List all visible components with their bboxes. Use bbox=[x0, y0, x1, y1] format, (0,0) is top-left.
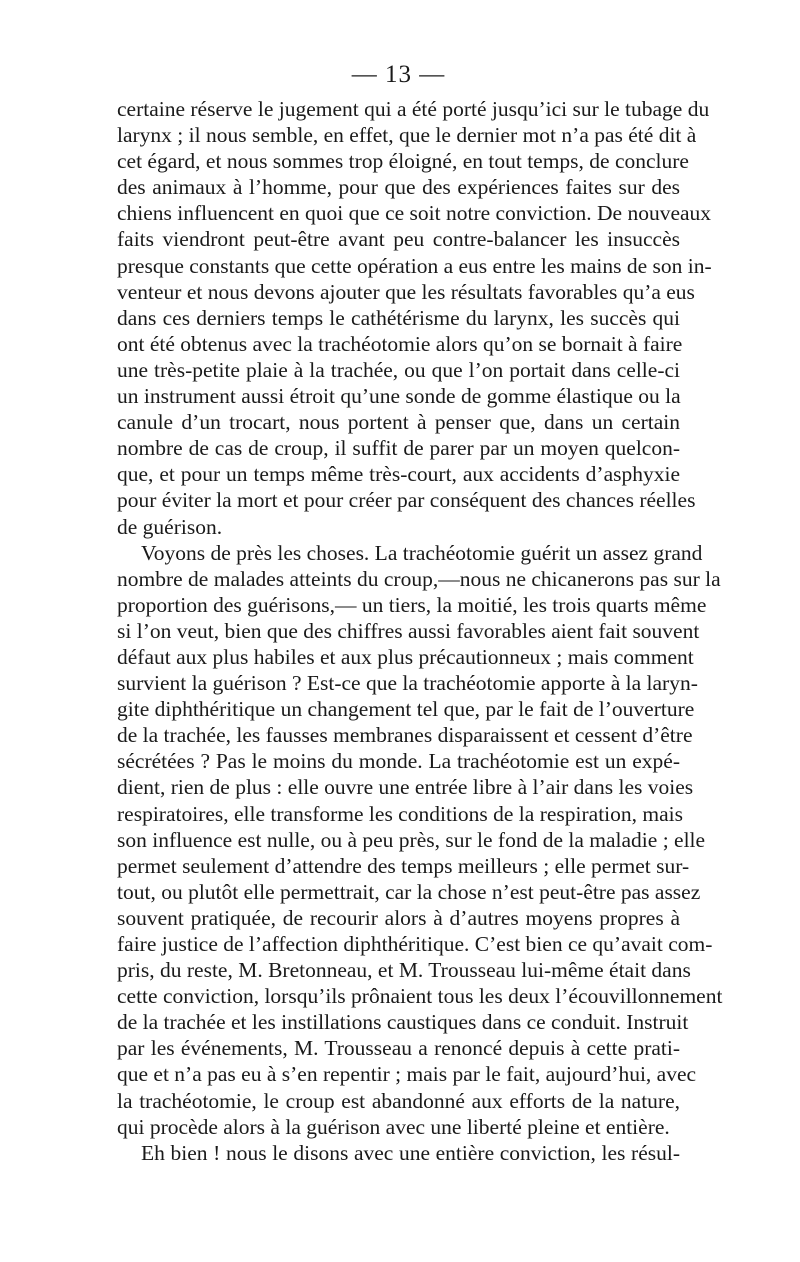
text-line: faire justice de l’affection diphthéritique. C’est bien ce qu’avait com- bbox=[117, 932, 713, 956]
text-line: pris, du reste, M. Bretonneau, et M. Trousseau lui-même était dans bbox=[117, 958, 691, 983]
text-line: larynx ; il nous semble, en effet, que le dernier mot n’a pas été dit à bbox=[117, 123, 697, 148]
text-line: gite diphthéritique un changement tel que, par le fait de l’ouverture bbox=[117, 697, 695, 722]
text-line: de la trachée et les instillations caustiques dans ce conduit. Instruit bbox=[117, 1010, 689, 1035]
text-line: si l’on veut, bien que des chiffres aussi favorables aient fait souvent bbox=[117, 618, 700, 643]
text-line: de guérison. bbox=[117, 514, 223, 539]
text-line: faits viendront peut-être avant peu contre-balancer les insuccès bbox=[117, 227, 680, 252]
text-line: canule d’un trocart, nous portent à penser que, dans un certain bbox=[117, 410, 680, 435]
text-line: dient, rien de plus : elle ouvre une entrée libre à l’air dans les voies bbox=[117, 775, 694, 800]
text-line: une très-petite plaie à la trachée, ou que l’on portait dans celle-ci bbox=[117, 357, 680, 382]
text-line: défaut aux plus habiles et aux plus précautionneux ; mais comment bbox=[117, 644, 694, 669]
text-line: son influence est nulle, ou à peu près, sur le fond de la maladie ; elle bbox=[117, 827, 706, 852]
text-line: chiens influencent en quoi que ce soit notre conviction. De nouveaux bbox=[117, 201, 712, 226]
text-line: par les événements, M. Trousseau a renoncé depuis à cette prati- bbox=[117, 1036, 680, 1061]
text-line: pour éviter la mort et pour créer par conséquent des chances réelles bbox=[117, 488, 696, 513]
text-line: venteur et nous devons ajouter que les résultats favorables qu’a eus bbox=[117, 279, 695, 304]
text-line: sécrétées ? Pas le moins du monde. La trachéotomie est un expé- bbox=[117, 749, 680, 774]
text-line: dans ces derniers temps le cathétérisme du larynx, les succès qui bbox=[117, 305, 680, 330]
page-number: — 13 — bbox=[351, 61, 446, 88]
text-line: Voyons de près les choses. La trachéotomie guérit un assez grand bbox=[141, 540, 703, 565]
text-line: de la trachée, les fausses membranes disparaissent et cessent d’être bbox=[117, 723, 693, 748]
text-line: cette conviction, lorsqu’ils prônaient tous les deux l’écouvillonnement bbox=[117, 984, 723, 1009]
text-line: presque constants que cette opération a eus entre les mains de son in- bbox=[117, 253, 712, 278]
text-line: tout, ou plutôt elle permettrait, car la chose n’est peut-être pas assez bbox=[117, 879, 701, 904]
text-line: nombre de cas de croup, il suffit de parer par un moyen quelcon- bbox=[117, 436, 680, 461]
text-line: permet seulement d’attendre des temps meilleurs ; elle permet sur- bbox=[117, 853, 690, 878]
text-line: certaine réserve le jugement qui a été porté jusqu’ici sur le tubage du bbox=[117, 97, 710, 121]
text-line: que et n’a pas eu à s’en repentir ; mais par le fait, aujourd’hui, avec bbox=[117, 1062, 697, 1087]
text-line: nombre de malades atteints du croup,—nous ne chicanerons pas sur la bbox=[117, 566, 721, 591]
document-page bbox=[117, 58, 723, 1166]
text-line: proportion des guérisons,— un tiers, la moitié, les trois quarts même bbox=[117, 592, 707, 617]
body-text bbox=[117, 96, 723, 1166]
text-line: cet égard, et nous sommes trop éloigné, en tout temps, de conclure bbox=[117, 149, 689, 174]
text-line: des animaux à l’homme, pour que des expériences faites sur des bbox=[117, 175, 680, 200]
text-line: souvent pratiquée, de recourir alors à d’autres moyens propres à bbox=[117, 905, 680, 930]
text-line: survient la guérison ? Est-ce que la trachéotomie apporte à la laryn- bbox=[117, 671, 698, 696]
text-line: ont été obtenus avec la trachéotomie alors qu’on se bornait à faire bbox=[117, 331, 683, 356]
text-line: respiratoires, elle transforme les conditions de la respiration, mais bbox=[117, 801, 683, 826]
text-line: un instrument aussi étroit qu’une sonde de gomme élastique ou la bbox=[117, 384, 681, 409]
text-line: qui procède alors à la guérison avec une liberté pleine et entière. bbox=[117, 1114, 670, 1139]
text-line: Eh bien ! nous le disons avec une entière conviction, les résul- bbox=[141, 1140, 680, 1165]
text-line: la trachéotomie, le croup est abandonné aux efforts de la nature, bbox=[117, 1088, 680, 1113]
text-line: que, et pour un temps même très-court, aux accidents d’asphyxie bbox=[117, 462, 680, 487]
